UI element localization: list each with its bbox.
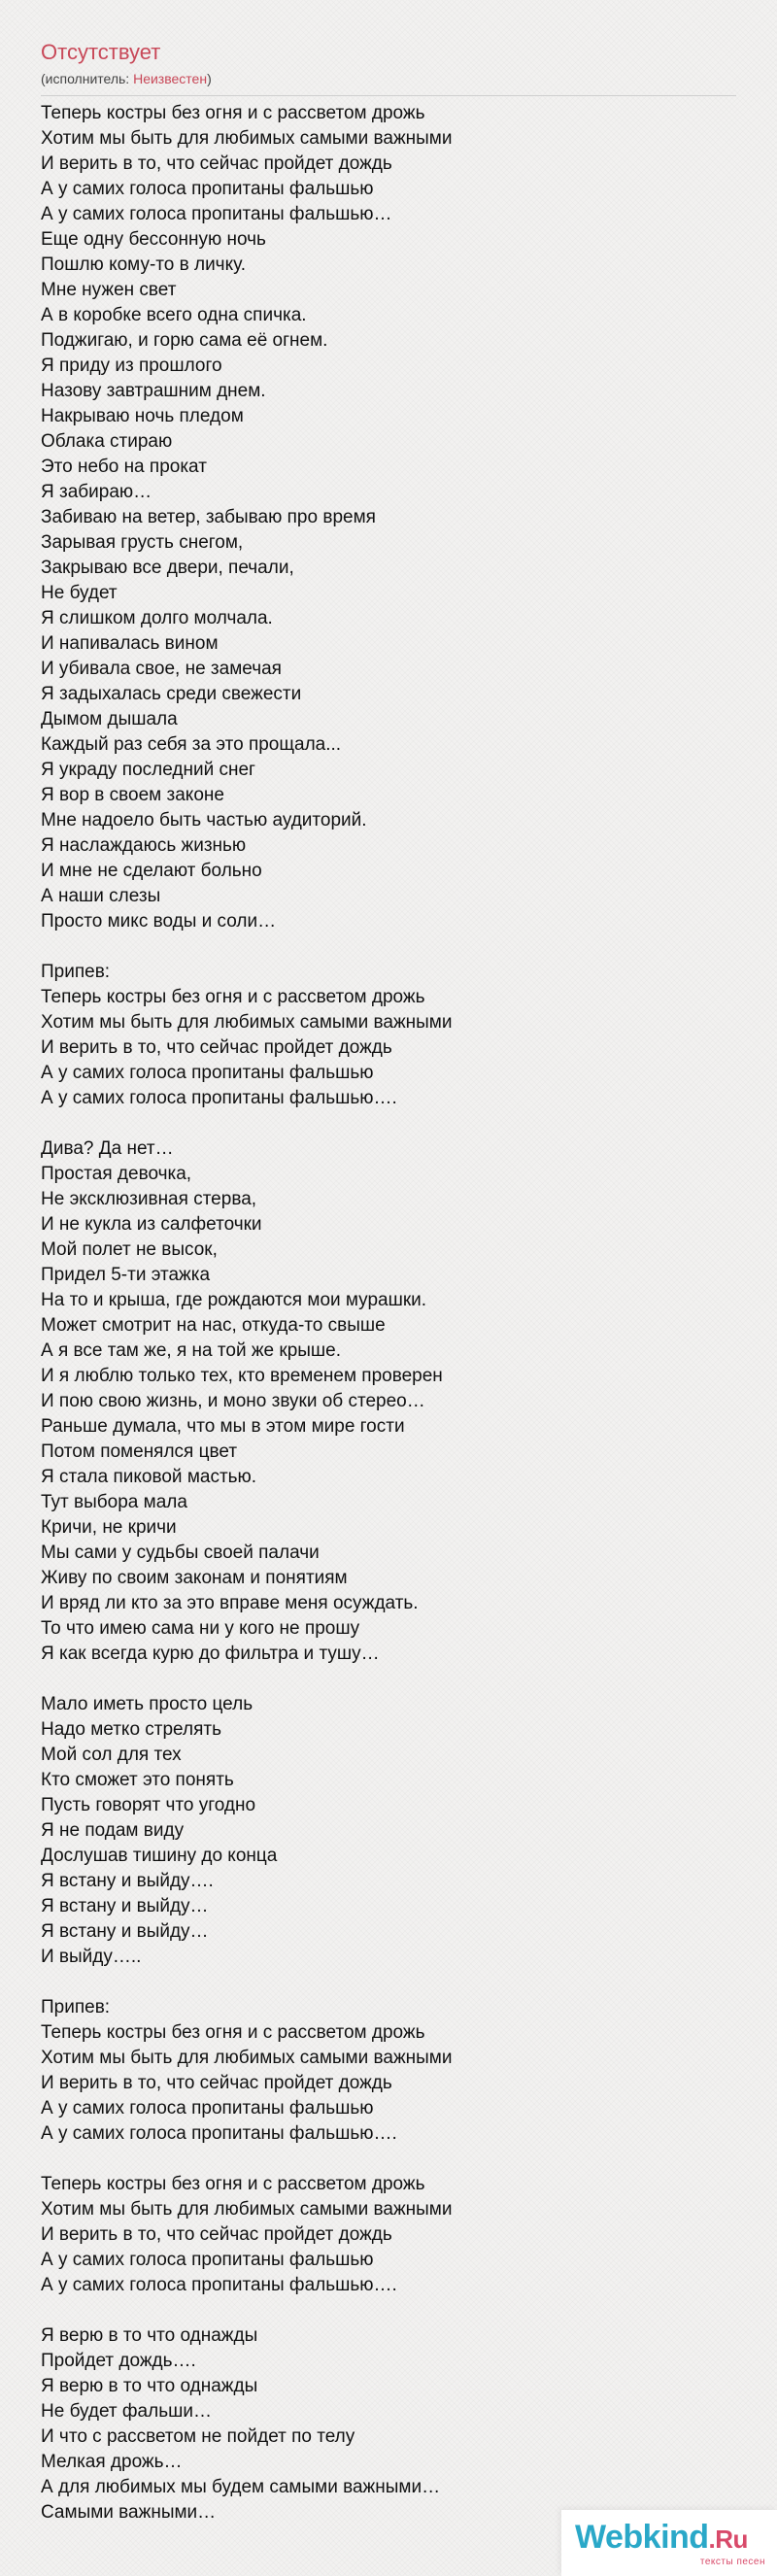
- lyric-line: А у самих голоса пропитаны фальшью…: [41, 204, 392, 224]
- lyric-line: Пусть говорят что угодно: [41, 1795, 256, 1815]
- lyric-line: [41, 1667, 721, 1692]
- logo-wordmark: [575, 2520, 748, 2557]
- lyric-line: Раньше думала, что мы в этом мире гости: [41, 1416, 405, 1437]
- lyric-line: Мелкая дрожь…: [41, 2452, 183, 2472]
- lyric-line: А в коробке всего одна спичка.: [41, 305, 307, 325]
- lyric-line: Я слишком долго молчала.: [41, 608, 273, 628]
- logo-subtitle: тексты песен: [699, 2557, 765, 2567]
- lyric-line: Я задыхалась среди свежести: [41, 684, 302, 704]
- lyric-line: То что имею сама ни у кого не прошу: [41, 1618, 360, 1639]
- site-logo[interactable]: [561, 2510, 777, 2576]
- lyric-line: Облака стираю: [41, 431, 173, 452]
- lyric-line: Теперь костры без огня и с рассветом дрожь: [41, 2174, 425, 2194]
- lyric-line: Простая девочка,: [41, 1164, 192, 1184]
- lyric-line: А у самих голоса пропитаны фальшью: [41, 179, 374, 199]
- lyric-line: [41, 934, 721, 960]
- lyric-line: Самыми важными…: [41, 2502, 217, 2523]
- lyric-line: И убивала свое, не замечая: [41, 659, 282, 679]
- lyric-line: Я наслаждаюсь жизнью: [41, 835, 247, 856]
- lyric-line: Я стала пиковой мастью.: [41, 1467, 257, 1487]
- lyric-line: Мне надоело быть частью аудиторий.: [41, 810, 367, 830]
- lyric-line: Припев:: [41, 1997, 111, 2017]
- lyric-line: Тут выбора мала: [41, 1492, 187, 1512]
- lyric-line: Просто микс воды и соли…: [41, 911, 277, 932]
- lyric-line: И вряд ли кто за это вправе меня осуждать.: [41, 1593, 419, 1613]
- lyric-line: И верить в то, что сейчас пройдет дождь: [41, 1037, 392, 1058]
- performer-prefix: (исполнитель:: [41, 71, 134, 86]
- lyric-line: На то и крыша, где рождаются мои мурашки.: [41, 1290, 427, 1310]
- lyric-line: И я люблю только тех, кто временем проверен: [41, 1366, 443, 1386]
- logo-suffix-text: .Ru: [708, 2525, 748, 2554]
- lyric-line: Припев:: [41, 962, 111, 982]
- lyric-line: Мой сол для тех: [41, 1745, 182, 1765]
- lyric-line: И верить в то, что сейчас пройдет дождь: [41, 2073, 392, 2093]
- lyric-line: Теперь костры без огня и с рассветом дрожь: [41, 2022, 425, 2043]
- lyric-line: И пою свою жизнь, и моно звуки об стерео…: [41, 1391, 425, 1411]
- lyric-line: Я вор в своем законе: [41, 785, 224, 805]
- lyric-line: Теперь костры без огня и с рассветом дрожь: [41, 103, 425, 123]
- lyric-line: И не кукла из салфеточки: [41, 1214, 262, 1235]
- lyric-line: А у самих голоса пропитаны фальшью: [41, 2098, 374, 2118]
- lyric-line: И выйду…..: [41, 1947, 142, 1967]
- lyric-line: Хотим мы быть для любимых самыми важными: [41, 1012, 453, 1033]
- lyric-line: Кричи, не кричи: [41, 1517, 177, 1538]
- lyric-line: Не эксклюзивная стерва,: [41, 1189, 257, 1209]
- lyric-line: Еще одну бессонную ночь: [41, 229, 266, 250]
- lyric-line: И верить в то, что сейчас пройдет дождь: [41, 153, 392, 174]
- song-title: Отсутствует: [41, 40, 161, 64]
- lyric-line: Зарывая грусть снегом,: [41, 532, 244, 553]
- performer-link[interactable]: Неизвестен: [133, 71, 208, 86]
- lyric-line: Мне нужен свет: [41, 280, 177, 300]
- lyric-line: Надо метко стрелять: [41, 1719, 221, 1740]
- lyric-line: Я встану и выйду…: [41, 1921, 209, 1942]
- lyric-line: Каждый раз себя за это прощала...: [41, 734, 342, 755]
- lyric-line: И верить в то, что сейчас пройдет дождь: [41, 2224, 392, 2245]
- lyric-line: Я встану и выйду….: [41, 1871, 214, 1891]
- lyric-line: И напивалась вином: [41, 633, 219, 654]
- lyric-line: Я не подам виду: [41, 1820, 185, 1841]
- lyric-line: Я как всегда курю до фильтра и тушу…: [41, 1644, 380, 1664]
- lyric-line: Хотим мы быть для любимых самыми важными: [41, 2199, 453, 2220]
- lyric-line: А у самих голоса пропитаны фальшью….: [41, 2123, 397, 2144]
- lyric-line: Живу по своим законам и понятиям: [41, 1568, 348, 1588]
- lyric-line: А у самих голоса пропитаны фальшью: [41, 2250, 374, 2270]
- performer-suffix: ): [207, 71, 212, 86]
- lyric-line: Хотим мы быть для любимых самыми важными: [41, 128, 453, 149]
- lyric-line: [41, 1970, 721, 1995]
- lyric-line: А у самих голоса пропитаны фальшью: [41, 1063, 374, 1083]
- lyric-line: Мало иметь просто цель: [41, 1694, 253, 1714]
- lyric-line: Пройдет дождь….: [41, 2351, 196, 2371]
- lyric-line: [41, 2298, 721, 2323]
- lyric-line: Забиваю на ветер, забываю про время: [41, 507, 376, 527]
- lyric-line: Пошлю кому-то в личку.: [41, 254, 246, 275]
- lyric-line: И мне не сделают больно: [41, 861, 262, 881]
- lyric-line: [41, 1111, 721, 1136]
- lyric-line: Не будет фальши…: [41, 2401, 212, 2422]
- lyric-line: Мы сами у судьбы своей палачи: [41, 1542, 320, 1563]
- performer-line: [41, 70, 212, 87]
- lyric-line: А для любимых мы будем самыми важными…: [41, 2477, 441, 2497]
- lyric-line: Может смотрит на нас, откуда-то свыше: [41, 1315, 386, 1336]
- lyric-line: Это небо на прокат: [41, 457, 207, 477]
- lyric-line: Я верю в то что однажды: [41, 2325, 258, 2346]
- lyric-line: Хотим мы быть для любимых самыми важными: [41, 2048, 453, 2068]
- lyric-line: Накрываю ночь пледом: [41, 406, 244, 426]
- lyric-line: Назову завтрашним днем.: [41, 381, 266, 401]
- lyric-line: Кто сможет это понять: [41, 1770, 234, 1790]
- lyric-line: А у самих голоса пропитаны фальшью….: [41, 1088, 397, 1108]
- lyric-line: Мой полет не высок,: [41, 1239, 218, 1260]
- lyric-line: Закрываю все двери, печали,: [41, 558, 294, 578]
- lyric-line: Дива? Да нет…: [41, 1138, 174, 1159]
- lyric-line: А у самих голоса пропитаны фальшью….: [41, 2275, 397, 2295]
- lyric-line: И что с рассветом не пойдет по телу: [41, 2426, 355, 2447]
- lyric-line: А наши слезы: [41, 886, 161, 906]
- lyric-line: А я все там же, я на той же крыше.: [41, 1340, 342, 1361]
- song-header: [41, 39, 212, 87]
- lyric-line: Поджигаю, и горю сама её огнем.: [41, 330, 328, 351]
- lyric-line: Я встану и выйду…: [41, 1896, 209, 1916]
- lyric-line: Потом поменялся цвет: [41, 1441, 238, 1462]
- lyric-line: Не будет: [41, 583, 118, 603]
- lyrics-text: [41, 101, 721, 2525]
- logo-main-text: Webkind: [575, 2519, 709, 2556]
- lyric-line: Придел 5-ти этажка: [41, 1265, 211, 1285]
- header-divider: [41, 95, 736, 96]
- lyric-line: Я забираю…: [41, 482, 152, 502]
- lyric-line: Я приду из прошлого: [41, 356, 222, 376]
- lyric-line: Теперь костры без огня и с рассветом дрожь: [41, 987, 425, 1007]
- lyric-line: [41, 2147, 721, 2172]
- lyric-line: Я верю в то что однажды: [41, 2376, 258, 2396]
- lyric-line: Я украду последний снег: [41, 760, 255, 780]
- lyric-line: Дослушав тишину до конца: [41, 1846, 278, 1866]
- lyric-line: Дымом дышала: [41, 709, 178, 729]
